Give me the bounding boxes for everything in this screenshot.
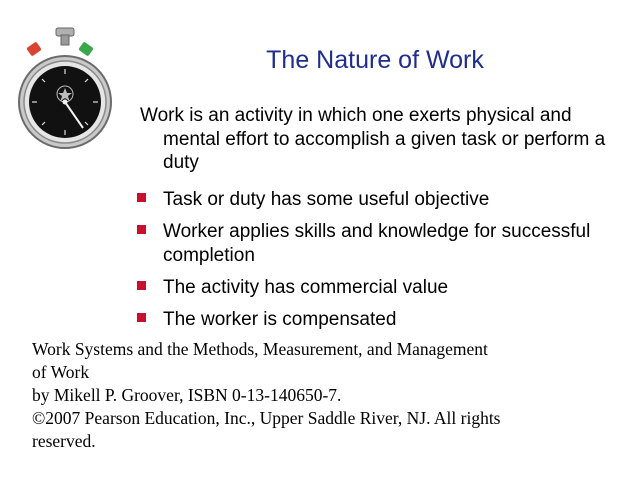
citation-line: reserved.	[32, 431, 96, 451]
square-bullet-icon	[137, 193, 146, 202]
citation-footer	[32, 338, 627, 453]
bullet-item	[128, 188, 608, 212]
bullet-list	[128, 188, 608, 340]
bullet-item	[128, 308, 608, 332]
bullet-item	[128, 276, 608, 300]
citation-line: Work Systems and the Methods, Measurement, and Management	[32, 339, 488, 359]
slide-title: The Nature of Work	[266, 46, 484, 74]
stopwatch-icon	[14, 22, 124, 152]
square-bullet-icon	[137, 281, 146, 290]
citation-line: of Work	[32, 362, 90, 382]
bullet-text: The worker is compensated	[163, 308, 397, 330]
citation-line: by Mikell P. Groover, ISBN 0-13-140650-7.	[32, 385, 342, 405]
bullet-text: Worker applies skills and knowledge for successful completion	[163, 221, 591, 266]
citation-line: ©2007 Pearson Education, Inc., Upper Saddle River, NJ. All rights	[32, 408, 501, 428]
square-bullet-icon	[137, 225, 146, 234]
bullet-item	[128, 220, 608, 267]
bullet-text: The activity has commercial value	[163, 276, 449, 298]
square-bullet-icon	[137, 313, 146, 322]
bullet-text: Task or duty has some useful objective	[163, 189, 490, 210]
intro-paragraph: Work is an activity in which one exerts physical and mental effort to accomplish a given task or perform a duty	[140, 105, 606, 173]
